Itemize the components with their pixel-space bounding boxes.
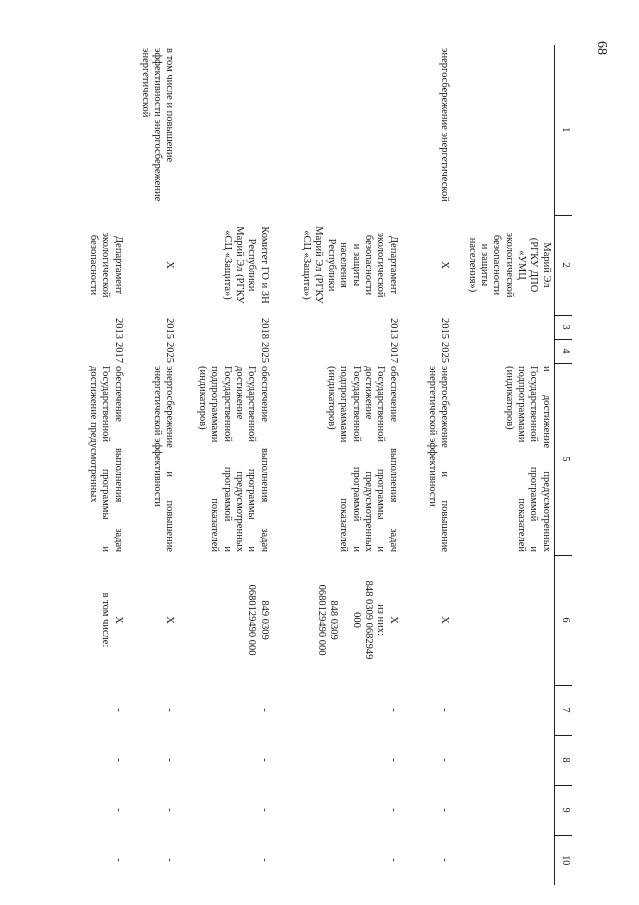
- cell-c7: [452, 685, 554, 735]
- cell-line: из них:: [375, 604, 387, 636]
- cell-c5: и достижение предусмотренных Государственной программой и подпрограммами показателей (индикаторов): [503, 366, 552, 552]
- cell-line: [339, 558, 349, 682]
- cell-c1: [452, 45, 554, 215]
- column-header: 4: [554, 339, 572, 363]
- cell-line: Х: [164, 616, 176, 624]
- table-row: [126, 45, 178, 885]
- cell-line: Марий Эл (РГКУ: [234, 226, 246, 304]
- cell-line: экологической: [100, 232, 112, 298]
- data-table: [27, 45, 572, 885]
- cell-c8: -: [387, 758, 399, 762]
- column-header: 3: [554, 315, 572, 339]
- cell-c2: [401, 215, 453, 315]
- cell-line: Марий Эл (РГКУ: [313, 226, 325, 304]
- cell-c2: [177, 215, 272, 315]
- cell-line: Х: [439, 616, 451, 624]
- rotated-table-area: [27, 45, 572, 885]
- column-header: 10: [554, 835, 572, 885]
- cell-line: Департамент: [387, 235, 399, 295]
- cell-c2: [27, 215, 126, 315]
- cell-c2: [126, 215, 178, 315]
- cell-c4: [452, 339, 554, 363]
- cell-line: экологической: [375, 232, 387, 298]
- cell-c8: -: [112, 758, 124, 762]
- cell-c2: [452, 215, 554, 315]
- cell-c9: -: [439, 808, 451, 812]
- cell-c10: -: [112, 858, 124, 862]
- cell-line: Марий Эл: [540, 242, 552, 288]
- cell-line: населения»): [466, 237, 478, 293]
- cell-c8: [452, 735, 554, 785]
- cell-line: Х: [164, 261, 176, 269]
- cell-c1: [27, 45, 126, 215]
- cell-line: Х: [387, 616, 399, 624]
- cell-c10: -: [439, 858, 451, 862]
- cell-c9: -: [112, 808, 124, 812]
- cell-line: 848 0309: [328, 600, 340, 640]
- cell-c10: -: [258, 858, 270, 862]
- page-number: 68: [594, 41, 609, 55]
- cell-line: 848 0309 0682949: [362, 580, 374, 660]
- cell-c7: -: [112, 708, 124, 712]
- cell-line: 0680129490 000: [246, 584, 258, 656]
- cell-line: «УМЦ: [516, 250, 528, 280]
- cell-c5: обеспечение выполнения задач Государственной программы и достижение предусмотренных: [88, 366, 124, 552]
- cell-line: 0680129490 000: [315, 584, 327, 656]
- cell-c9: [452, 785, 554, 835]
- cell-line: и защиты: [478, 243, 490, 287]
- cell-c8: -: [439, 758, 451, 762]
- cell-c3: 2018: [258, 318, 270, 339]
- cell-line: в том числе:: [100, 592, 112, 648]
- cell-c5: энергосбережение и повышение энергетической эффективности: [152, 366, 176, 552]
- cell-c6: [452, 555, 554, 685]
- cell-line: 000: [350, 612, 362, 628]
- cell-line: Х: [439, 261, 451, 269]
- cell-c10: -: [164, 858, 176, 862]
- table-row: [27, 45, 126, 885]
- table-row: [452, 45, 554, 885]
- cell-c10: [452, 835, 554, 885]
- cell-c2: [272, 215, 401, 315]
- cell-c4: 2025: [258, 342, 270, 363]
- cell-c3: 2013: [112, 318, 124, 339]
- cell-line: «СЦ «Защита»): [221, 230, 233, 300]
- cell-c5: энергосбережение и повышение энергетической эффективности: [426, 366, 451, 552]
- column-header: 9: [554, 785, 572, 835]
- cell-line: Департамент: [112, 235, 124, 295]
- cell-line: (РГКУ ДПО: [528, 237, 540, 293]
- table-row: [272, 45, 401, 885]
- cell-c3: [452, 315, 554, 339]
- cell-c5: обеспечение выполнения задач Государственной программы и достижение предусмотренных Государственной программой и подпрограммами показателей (индикаторов): [197, 366, 270, 552]
- cell-c4: 2025: [439, 342, 451, 363]
- cell-c6: [27, 555, 126, 685]
- column-header: 7: [554, 685, 572, 735]
- cell-line: и защиты: [350, 243, 362, 287]
- cell-c6: [177, 555, 272, 685]
- header-row: [554, 45, 572, 885]
- cell-c9: -: [387, 808, 399, 812]
- cell-c3: 2015: [439, 318, 451, 339]
- cell-line: Республики: [246, 238, 258, 292]
- cell-c1: [272, 45, 401, 215]
- cell-line: Х: [112, 616, 124, 624]
- cell-c1: [177, 45, 272, 215]
- cell-c3: 2013: [387, 318, 399, 339]
- column-header: 1: [554, 45, 572, 215]
- cell-c9: -: [258, 808, 270, 812]
- column-header: 6: [554, 555, 572, 685]
- cell-c7: -: [164, 708, 176, 712]
- cell-c4: 2017: [112, 342, 124, 363]
- cell-c8: -: [258, 758, 270, 762]
- cell-c4: 2017: [387, 342, 399, 363]
- cell-line: безопасности: [362, 234, 374, 296]
- cell-c7: -: [258, 708, 270, 712]
- cell-line: «СЦ «Защита»): [301, 230, 313, 300]
- cell-c6: [272, 555, 401, 685]
- cell-line: безопасности: [88, 234, 100, 296]
- column-header: 5: [554, 363, 572, 555]
- cell-line: 849 0309: [258, 600, 270, 640]
- cell-c8: -: [164, 758, 176, 762]
- cell-c10: -: [387, 858, 399, 862]
- table-row: [177, 45, 272, 885]
- cell-c1: в том числе и повышение эффективности энергосбережение энергетической: [139, 48, 176, 202]
- cell-c5: обеспечение выполнения задач Государственной программы и достижение предусмотренных Государственной программой и подпрограммами показателей (индикаторов): [325, 366, 399, 552]
- cell-line: безопасности: [491, 234, 503, 296]
- cell-c6: [126, 555, 178, 685]
- column-header: 2: [554, 215, 572, 315]
- cell-c7: -: [387, 708, 399, 712]
- cell-line: Республики: [325, 238, 337, 292]
- table-row: [401, 45, 453, 885]
- cell-c6: [401, 555, 453, 685]
- cell-c7: -: [439, 708, 451, 712]
- cell-c4: 2025: [164, 342, 176, 363]
- cell-line: экологической: [503, 232, 515, 298]
- column-header: 8: [554, 735, 572, 785]
- cell-c3: 2015: [164, 318, 176, 339]
- cell-line: населения: [338, 242, 350, 288]
- cell-c1: энергосбережение энергетической: [439, 48, 451, 202]
- cell-line: Комитет ГО и ЗН: [258, 226, 270, 304]
- cell-c9: -: [164, 808, 176, 812]
